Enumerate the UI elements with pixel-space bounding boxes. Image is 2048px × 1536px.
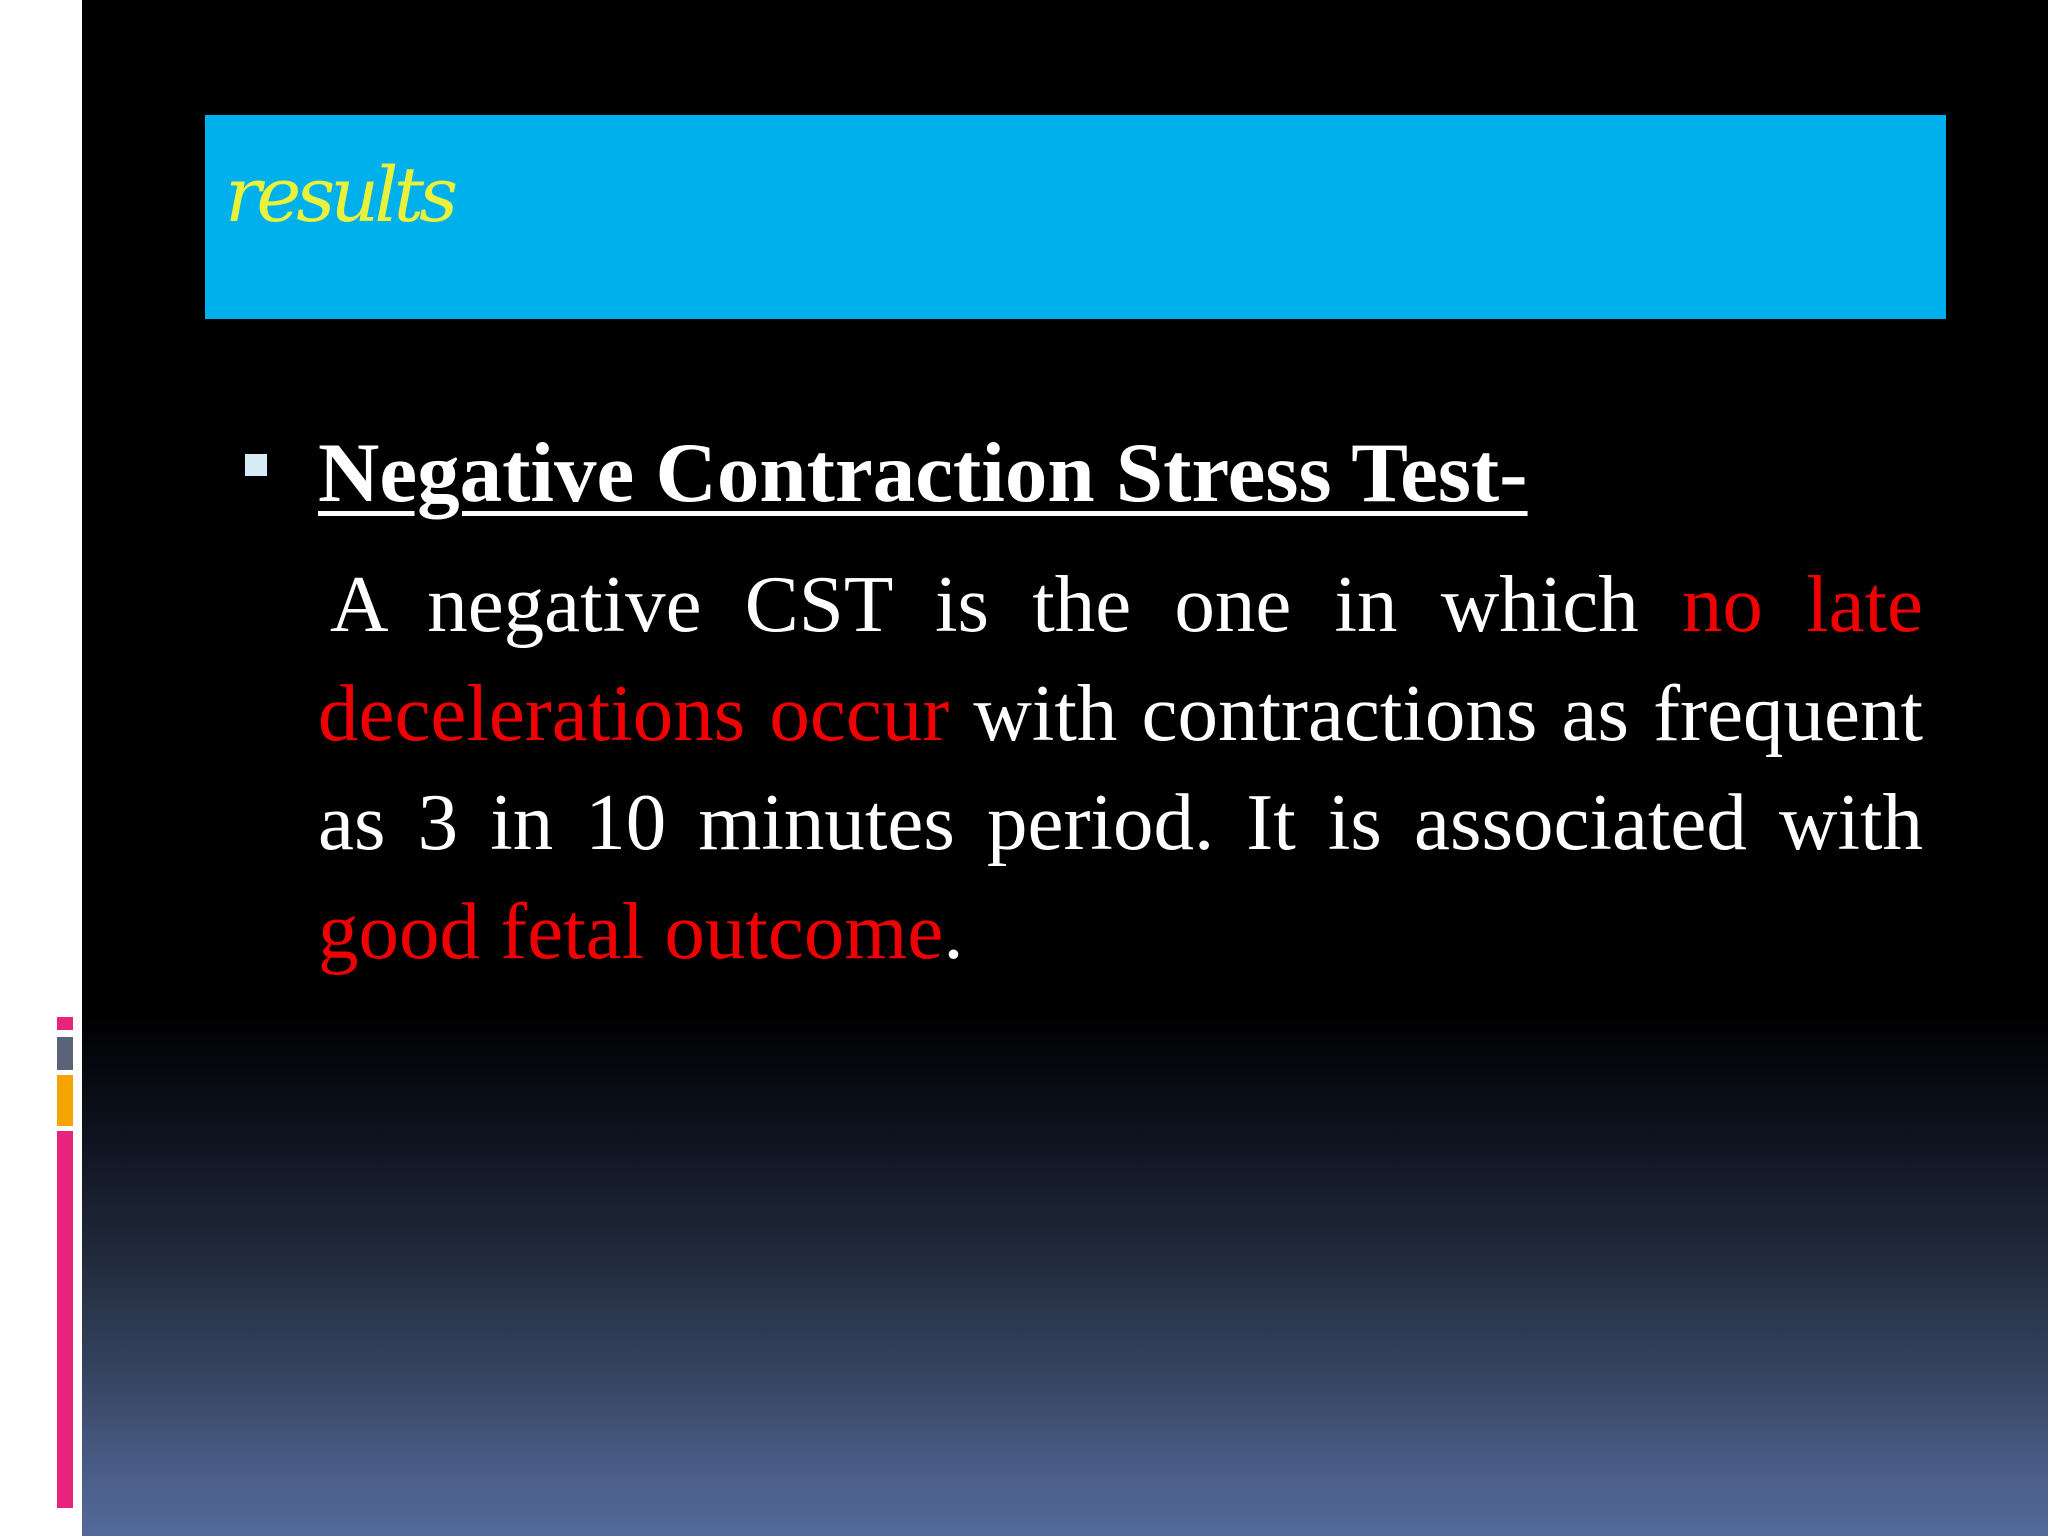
highlighted-text: good fetal outcome xyxy=(318,886,944,976)
paragraph-text: with contractions as frequent as 3 in 10 minutes period. It is associated with xyxy=(318,668,1923,867)
paragraph-text: A negative CST is the one in which xyxy=(330,559,1682,649)
bullet-paragraph xyxy=(318,550,1923,986)
highlighted-text: no late decelerations occur xyxy=(318,559,1923,758)
accent-bar-gray xyxy=(57,1037,73,1070)
accent-bar-pink-long xyxy=(57,1131,73,1508)
bullet-heading: Negative Contraction Stress Test- xyxy=(318,426,1528,520)
accent-bar-pink-top xyxy=(57,1017,73,1030)
title-bar xyxy=(205,115,1946,319)
slide-title: results xyxy=(225,150,454,239)
square-bullet-icon xyxy=(245,454,267,476)
top-stripe-decoration xyxy=(49,177,82,237)
accent-bar-orange xyxy=(57,1075,73,1126)
paragraph-text: . xyxy=(943,886,964,976)
